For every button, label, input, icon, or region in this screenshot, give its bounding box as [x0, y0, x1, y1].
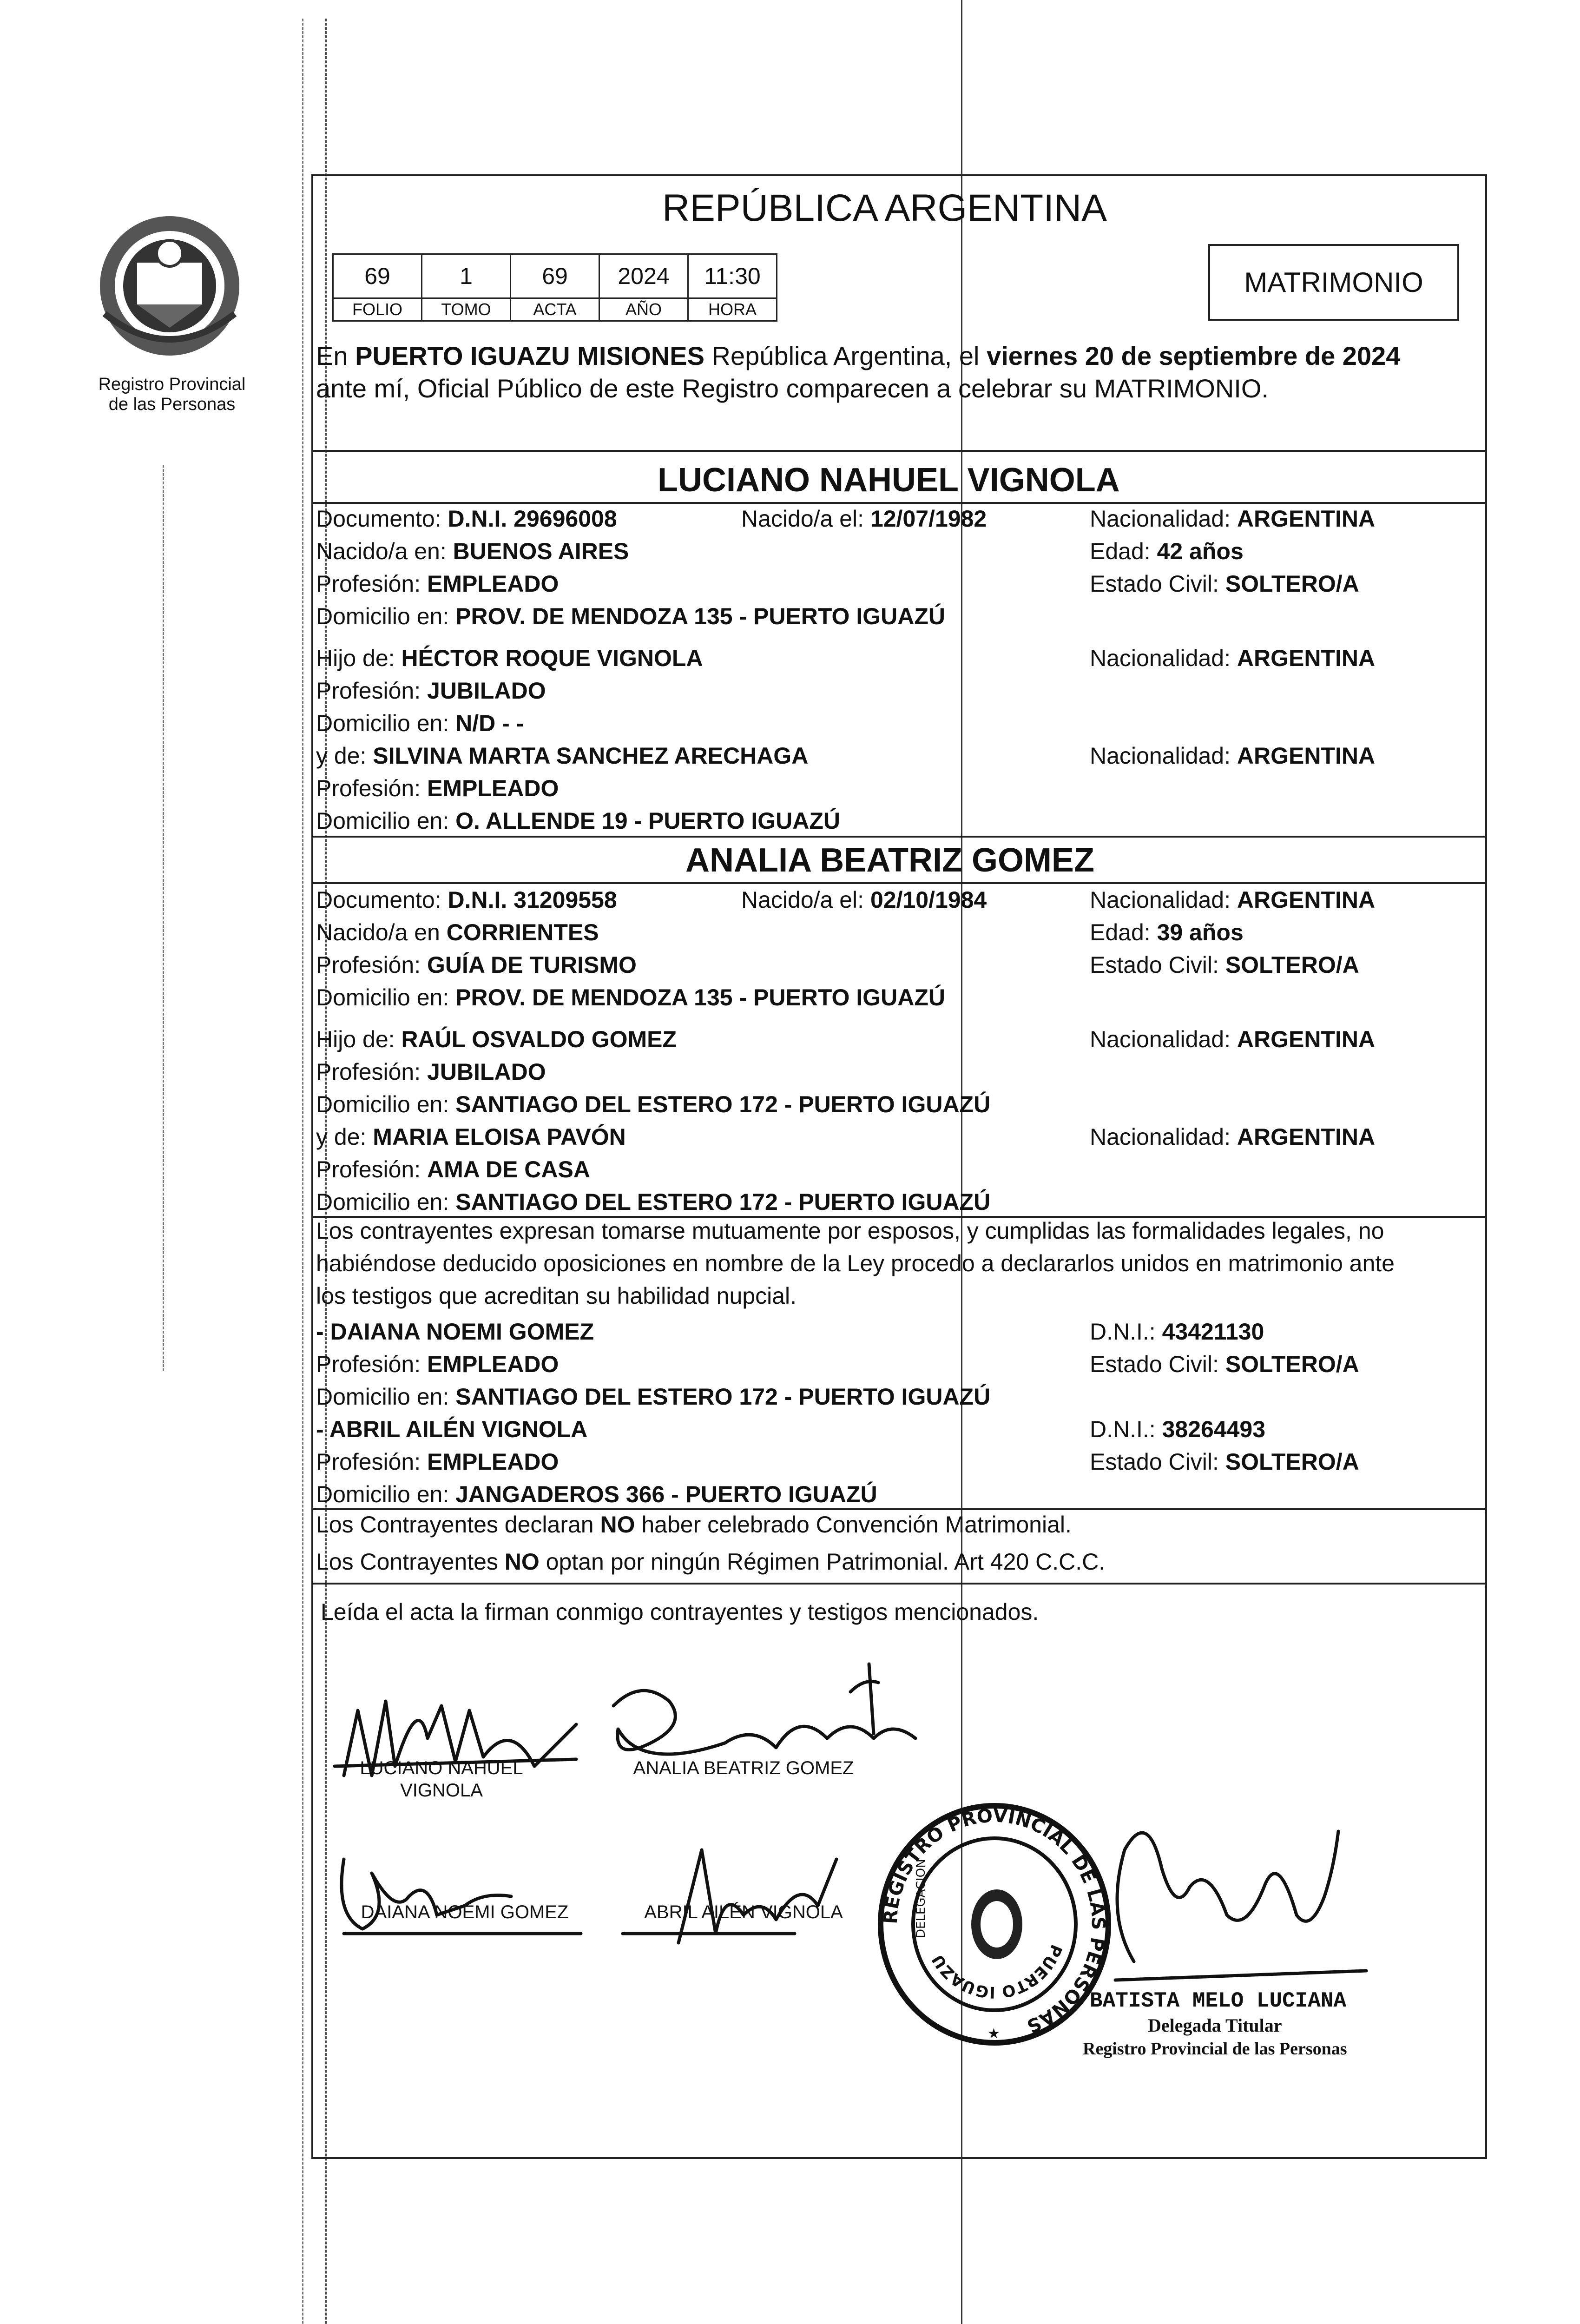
spouse1-document: Documento: D.N.I. 29696008: [316, 506, 617, 532]
spouse2-father-nationality: Nacionalidad: ARGENTINA: [1090, 1026, 1376, 1052]
ano-caption: AÑO: [599, 298, 688, 321]
stamp-inner-text: PUERTO IGUAZU: [928, 1941, 1066, 2002]
stamp-ring-text: REGISTRO PROVINCIAL DE LAS PERSONAS: [880, 1805, 1109, 2037]
stamp-side-text: DELEGACION: [914, 1859, 928, 1938]
statement-line2: habiéndose deducido oposiciones en nombre de la Ley procedo a declararlos unidos en matrimonio ante: [316, 1250, 1395, 1276]
tomo-value: 1: [422, 254, 511, 298]
folio-table: [332, 253, 777, 322]
divider-spouse2: [311, 882, 1487, 884]
spouse2-birthplace: Nacido/a en CORRIENTES: [316, 919, 599, 945]
witness1-civil-status: Estado Civil: SOLTERO/A: [1090, 1351, 1359, 1377]
witness2-dni: D.N.I.: 38264493: [1090, 1416, 1266, 1442]
spouse1-mother-nationality: Nacionalidad: ARGENTINA: [1090, 743, 1376, 769]
divider-spouse1: [311, 502, 1487, 504]
declaration-regime: Los Contrayentes NO optan por ningún Régimen Patrimonial. Art 420 C.C.C.: [316, 1549, 1106, 1575]
spouse2-mother: y de: MARIA ELOISA PAVÓN: [316, 1124, 626, 1150]
margin-line-left: [163, 465, 164, 1371]
hora-caption: HORA: [688, 298, 777, 321]
divider-declarations: [311, 1508, 1487, 1510]
ano-value: 2024: [599, 254, 688, 298]
intro-republic: República Argentina, el: [704, 341, 987, 370]
country-title: REPÚBLICA ARGENTINA: [662, 187, 1107, 229]
spouse1-father-profession: Profesión: JUBILADO: [316, 678, 546, 704]
signature-label-witness2: ABRIL AILÉN VIGNOLA: [644, 1902, 843, 1922]
spouse2-father-address: Domicilio en: SANTIAGO DEL ESTERO 172 - PUERTO IGUAZÚ: [316, 1091, 991, 1117]
divider-closing: [311, 1583, 1487, 1585]
spouse2-mother-nationality: Nacionalidad: ARGENTINA: [1090, 1124, 1376, 1150]
signature-label-witness1: DAIANA NOEMI GOMEZ: [361, 1902, 569, 1922]
spouse2-born: Nacido/a el: 02/10/1984: [741, 887, 987, 913]
spouse1-father: Hijo de: HÉCTOR ROQUE VIGNOLA: [316, 645, 703, 671]
witness2-civil-status: Estado Civil: SOLTERO/A: [1090, 1449, 1359, 1475]
statement-line1: Los contrayentes expresan tomarse mutuamente por esposos, y cumplidas las formalidades legales, no: [316, 1218, 1384, 1244]
acta-caption: ACTA: [511, 298, 599, 321]
svg-text:★: ★: [988, 2026, 1000, 2042]
spouse2-mother-profession: Profesión: AMA DE CASA: [316, 1156, 590, 1182]
spouse1-address: Domicilio en: PROV. DE MENDOZA 135 - PUERTO IGUAZÚ: [316, 603, 945, 629]
registry-name-line2: de las Personas: [108, 395, 236, 414]
hora-value: 11:30: [688, 254, 777, 298]
witness2-profession: Profesión: EMPLEADO: [316, 1449, 559, 1475]
spouse1-father-nationality: Nacionalidad: ARGENTINA: [1090, 645, 1376, 671]
witness2-name: - ABRIL AILÉN VIGNOLA: [316, 1416, 588, 1442]
witness2-address: Domicilio en: JANGADEROS 366 - PUERTO IGUAZÚ: [316, 1481, 877, 1507]
intro-place: PUERTO IGUAZU MISIONES: [355, 341, 704, 370]
tomo-caption: TOMO: [422, 298, 511, 321]
witness1-profession: Profesión: EMPLEADO: [316, 1351, 559, 1377]
intro-en: En: [316, 341, 356, 370]
spouse2-profession: Profesión: GUÍA DE TURISMO: [316, 952, 637, 978]
official-office: Registro Provincial de las Personas: [1083, 2039, 1347, 2059]
official-role: Delegada Titular: [1148, 2015, 1282, 2036]
spouse1-profession: Profesión: EMPLEADO: [316, 571, 559, 597]
intro-date: viernes 20 de septiembre de 2024: [987, 341, 1401, 370]
declaration-convention: Los Contrayentes declaran NO haber celebrado Convención Matrimonial.: [316, 1512, 1072, 1538]
statement-line3: los testigos que acreditan su habilidad nupcial.: [316, 1283, 797, 1309]
intro-line1: [316, 341, 1400, 371]
spouse1-mother: y de: SILVINA MARTA SANCHEZ ARECHAGA: [316, 743, 809, 769]
margin-line-right: [302, 19, 303, 2324]
folio-caption: FOLIO: [333, 298, 422, 321]
closing-text: Leída el acta la firman conmigo contrayentes y testigos mencionados.: [321, 1599, 1039, 1625]
intro-line2: ante mí, Oficial Público de este Registro comparecen a celebrar su MATRIMONIO.: [316, 374, 1269, 403]
spouse2-address: Domicilio en: PROV. DE MENDOZA 135 - PUERTO IGUAZÚ: [316, 984, 945, 1010]
folio-value: 69: [333, 254, 422, 298]
spouse1-name: LUCIANO NAHUEL VIGNOLA: [658, 462, 1120, 499]
divider-intro: [311, 450, 1487, 452]
spouse1-mother-address: Domicilio en: O. ALLENDE 19 - PUERTO IGUAZÚ: [316, 808, 840, 834]
signature-label-spouse2: ANALIA BEATRIZ GOMEZ: [633, 1758, 854, 1778]
registry-round-stamp: [874, 1799, 1115, 2050]
province-seal-icon: [86, 211, 253, 365]
spouse2-father: Hijo de: RAÚL OSVALDO GOMEZ: [316, 1026, 677, 1052]
spouse1-nationality: Nacionalidad: ARGENTINA: [1090, 506, 1376, 532]
witness1-dni: D.N.I.: 43421130: [1090, 1319, 1264, 1345]
spouse1-mother-profession: Profesión: EMPLEADO: [316, 775, 559, 801]
spouse2-father-profession: Profesión: JUBILADO: [316, 1059, 546, 1085]
spouse1-father-address: Domicilio en: N/D - -: [316, 710, 524, 736]
spouse2-civil-status: Estado Civil: SOLTERO/A: [1090, 952, 1359, 978]
registry-name-line1: Registro Provincial: [98, 375, 246, 394]
spouse1-age: Edad: 42 años: [1090, 538, 1244, 564]
spouse2-name: ANALIA BEATRIZ GOMEZ: [685, 842, 1094, 879]
spouse2-age: Edad: 39 años: [1090, 919, 1244, 945]
official-name: BATISTA MELO LUCIANA: [1090, 1989, 1347, 2013]
spouse1-born: Nacido/a el: 12/07/1982: [741, 506, 987, 532]
spouse1-birthplace: Nacido/a en: BUENOS AIRES: [316, 538, 629, 564]
divider-spouse2-top: [311, 836, 1487, 838]
spouse2-document: Documento: D.N.I. 31209558: [316, 887, 617, 913]
witness1-address: Domicilio en: SANTIAGO DEL ESTERO 172 - PUERTO IGUAZÚ: [316, 1384, 991, 1410]
spouse1-civil-status: Estado Civil: SOLTERO/A: [1090, 571, 1359, 597]
spouse2-mother-address: Domicilio en: SANTIAGO DEL ESTERO 172 - PUERTO IGUAZÚ: [316, 1189, 991, 1215]
act-type-box: MATRIMONIO: [1208, 244, 1459, 321]
registry-logo: [86, 211, 253, 365]
witness1-name: - DAIANA NOEMI GOMEZ: [316, 1319, 594, 1345]
spouse2-nationality: Nacionalidad: ARGENTINA: [1090, 887, 1376, 913]
acta-value: 69: [511, 254, 599, 298]
signature-label-spouse1: LUCIANO NAHUEL VIGNOLA: [360, 1758, 523, 1801]
